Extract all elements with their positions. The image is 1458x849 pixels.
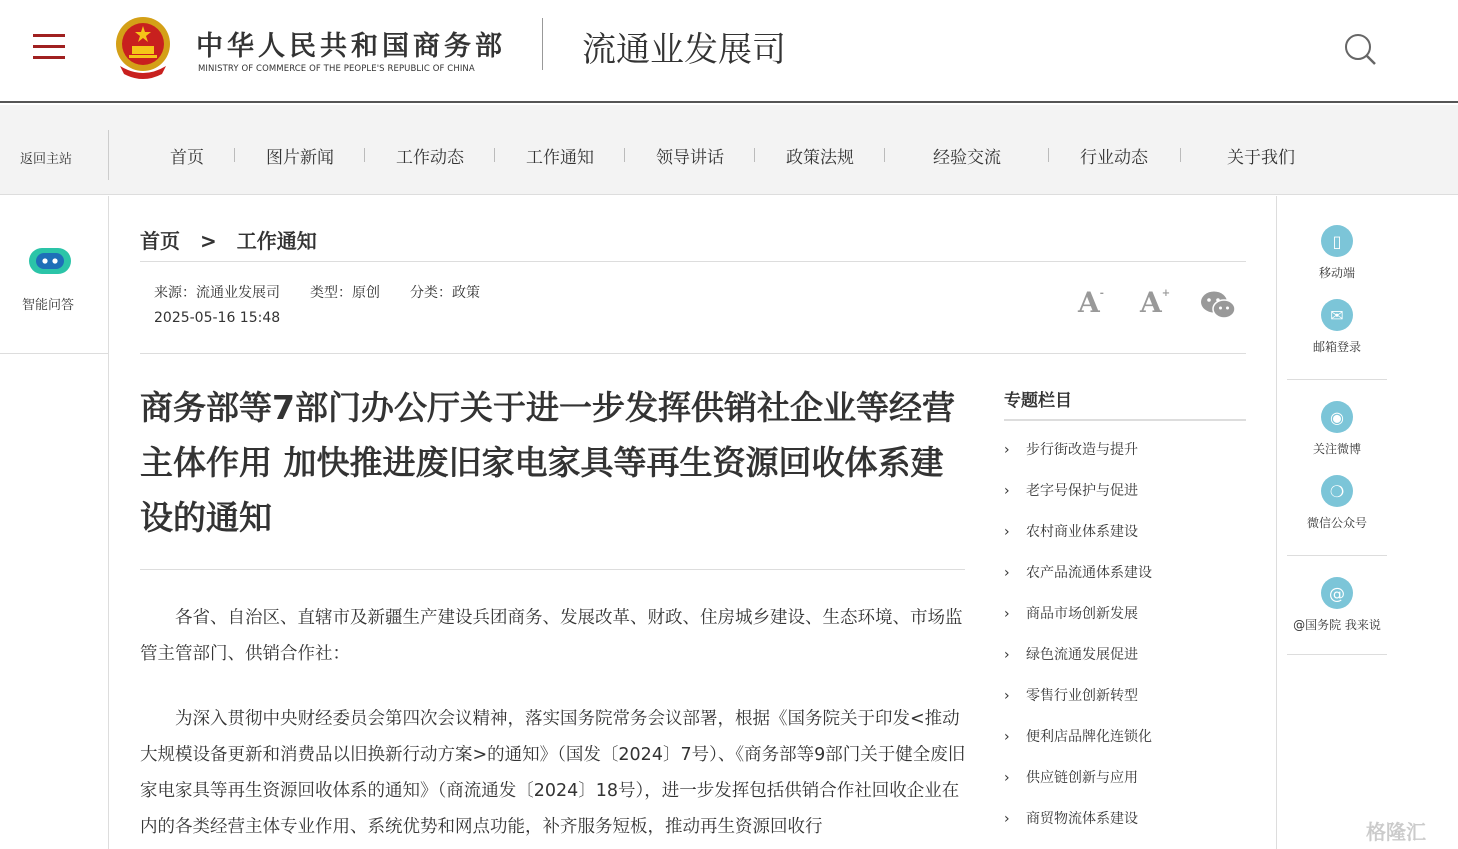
weibo-icon: ◉ <box>1321 401 1353 433</box>
weibo-label: 关注微博 <box>1312 442 1361 456</box>
nav-separator <box>234 148 235 162</box>
nav-item-work-news[interactable]: 工作动态 <box>396 148 464 168</box>
article-paragraph: 为深入贯彻中央财经委员会第四次会议精神，落实国务院常务会议部署，根据《国务院关于印发<推动大规模设备更新和消费品以旧换新行动方案>的通知》（国发〔2024〕7号）、《商务部等9部门关于健全废旧家电家具等再生资源回收体系的通知》（商流通发〔2024〕18号），进一步发挥包括供销合作社回收企业在内的各类经营主体专业作用、系统优势和网点功能，补齐服务短板，推动再生资源回收行 <box>140 709 966 837</box>
topic-item[interactable] <box>1004 808 1138 828</box>
nav-separator <box>494 148 495 162</box>
nav-separator <box>1180 148 1181 162</box>
chevron-right-icon: › <box>1004 606 1010 622</box>
mobile-icon: ▯ <box>1321 225 1353 257</box>
topic-item-label: 农村商业体系建设 <box>1026 524 1138 540</box>
title-divider <box>140 569 965 570</box>
wechat-share-icon[interactable] <box>1200 290 1236 320</box>
weibo-link[interactable] <box>1287 401 1387 457</box>
meta-category: 分类：政策 <box>410 285 480 301</box>
topic-item[interactable] <box>1004 439 1138 459</box>
meta-source: 来源：流通业发展司 <box>154 285 280 301</box>
mail-label: 邮箱登录 <box>1312 340 1361 354</box>
search-icon[interactable] <box>1342 31 1378 67</box>
mobile-label: 移动端 <box>1318 266 1355 280</box>
breadcrumb-home[interactable]: 首页 <box>140 229 180 253</box>
nav-item-leader-speeches[interactable]: 领导讲话 <box>656 148 724 168</box>
assistant-label[interactable]: 智能问答 <box>22 298 75 313</box>
topic-item-label: 农产品流通体系建设 <box>1026 565 1152 581</box>
nav-item-home[interactable]: 首页 <box>170 148 204 168</box>
article-meta <box>154 282 510 302</box>
left-sidebar <box>0 196 109 849</box>
wechat-icon: ❍ <box>1321 475 1353 507</box>
topic-item[interactable] <box>1004 480 1138 500</box>
wechat-label: 微信公众号 <box>1306 516 1367 530</box>
chevron-right-icon: › <box>1004 483 1010 499</box>
topic-item[interactable] <box>1004 603 1138 623</box>
ministry-name-en: MINISTRY OF COMMERCE OF THE PEOPLE'S REPUBLIC OF CHINA <box>198 64 475 74</box>
topic-item[interactable] <box>1004 644 1138 664</box>
article-title: 商务部等7部门办公厅关于进一步发挥供销社企业等经营主体作用 加快推进废旧家电家具等再生资源回收体系建设的通知 <box>140 388 955 537</box>
chevron-right-icon: › <box>1004 688 1010 704</box>
topic-item-label: 零售行业创新转型 <box>1026 688 1138 704</box>
publish-date: 2025-05-16 15:48 <box>154 310 281 326</box>
topic-item[interactable] <box>1004 521 1138 541</box>
robot-assistant-icon[interactable] <box>27 245 73 277</box>
topic-item[interactable] <box>1004 767 1138 787</box>
ministry-name-cn: 中华人民共和国商务部 <box>196 31 506 62</box>
sidebar-divider <box>1287 654 1387 655</box>
feedback-label: @国务院 我来说 <box>1293 618 1381 632</box>
topics-heading: 专题栏目 <box>1004 391 1072 411</box>
sidebar-divider <box>1287 379 1387 380</box>
nav-divider <box>108 130 109 180</box>
chevron-right-icon: › <box>1004 647 1010 663</box>
nav-separator <box>754 148 755 162</box>
mobile-link[interactable] <box>1287 225 1387 281</box>
nav-separator <box>364 148 365 162</box>
chevron-right-icon: › <box>1004 524 1010 540</box>
chevron-right-icon: › <box>1004 442 1010 458</box>
nav-item-policies[interactable]: 政策法规 <box>786 148 854 168</box>
state-council-feedback-link[interactable] <box>1287 577 1387 633</box>
chevron-right-icon: › <box>1004 729 1010 745</box>
watermark: 格隆汇 <box>1366 820 1426 844</box>
chevron-right-icon: › <box>1004 770 1010 786</box>
topics-divider <box>1004 419 1246 421</box>
topic-item-label: 老字号保护与促进 <box>1026 483 1138 499</box>
topic-item[interactable] <box>1004 685 1138 705</box>
national-emblem-icon[interactable] <box>112 14 174 82</box>
topic-item-label: 商品市场创新发展 <box>1026 606 1138 622</box>
font-increase-button[interactable]: A+ <box>1140 286 1171 319</box>
chevron-right-icon: › <box>1004 565 1010 581</box>
mail-icon: ✉ <box>1321 299 1353 331</box>
nav-item-experience[interactable]: 经验交流 <box>933 148 1001 168</box>
sidebar-divider <box>0 353 109 354</box>
breadcrumb-current[interactable]: 工作通知 <box>236 229 317 253</box>
sidebar-divider <box>1287 555 1387 556</box>
font-decrease-button[interactable]: A- <box>1078 286 1104 319</box>
right-sidebar <box>1276 196 1458 849</box>
nav-separator <box>1048 148 1049 162</box>
header-divider <box>542 18 543 70</box>
divider <box>140 353 1246 354</box>
at-icon: @ <box>1321 577 1353 609</box>
nav-item-industry-news[interactable]: 行业动态 <box>1080 148 1148 168</box>
nav-item-photo-news[interactable]: 图片新闻 <box>266 148 334 168</box>
divider <box>140 261 1246 262</box>
nav-item-work-notices[interactable]: 工作通知 <box>526 148 594 168</box>
nav-separator <box>884 148 885 162</box>
topic-item[interactable] <box>1004 562 1152 582</box>
topic-item-label: 商贸物流体系建设 <box>1026 811 1138 827</box>
main-nav <box>0 105 1458 195</box>
breadcrumb <box>140 225 317 254</box>
breadcrumb-separator: > <box>200 229 217 253</box>
topic-item-label: 便利店品牌化连锁化 <box>1026 729 1152 745</box>
department-title: 流通业发展司 <box>582 30 786 70</box>
topic-item-label: 供应链创新与应用 <box>1026 770 1138 786</box>
topic-item[interactable] <box>1004 726 1152 746</box>
menu-icon[interactable] <box>33 34 65 60</box>
chevron-right-icon: › <box>1004 811 1010 827</box>
wechat-account-link[interactable] <box>1287 475 1387 531</box>
site-header <box>0 0 1458 103</box>
nav-item-about-us[interactable]: 关于我们 <box>1227 148 1295 168</box>
nav-separator <box>624 148 625 162</box>
article-paragraph: 各省、自治区、直辖市及新疆生产建设兵团商务、发展改革、财政、住房城乡建设、生态环境、市场监管主管部门、供销合作社： <box>140 608 963 664</box>
meta-type: 类型：原创 <box>310 285 380 301</box>
topic-item-label: 步行街改造与提升 <box>1026 442 1138 458</box>
back-home-link[interactable]: 返回主站 <box>20 152 73 167</box>
topic-item-label: 绿色流通发展促进 <box>1026 647 1138 663</box>
mail-login-link[interactable] <box>1287 299 1387 355</box>
